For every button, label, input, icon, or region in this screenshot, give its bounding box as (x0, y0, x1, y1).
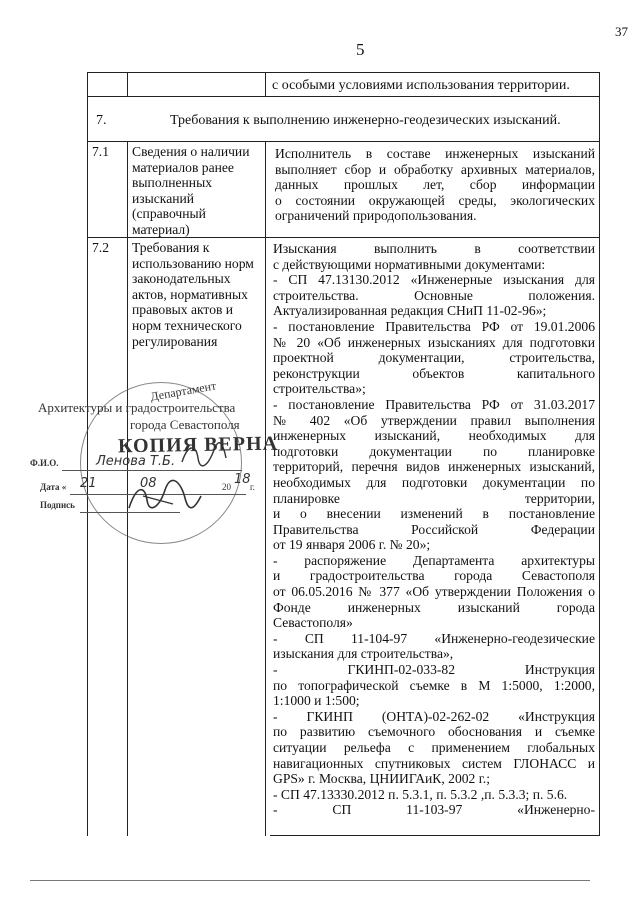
copy-verified-stamp: КОПИЯ ВЕРНА (117, 432, 279, 458)
row-72-text-line: строительства»; (273, 381, 366, 397)
row-72-label-line: норм технического (132, 317, 242, 333)
row-72-text-line: - распоряжение Департамента архитектуры (273, 552, 595, 568)
fio-label: Ф.И.О. (30, 458, 59, 468)
row-72-text-line: - постановление Правительства РФ от 31.03.2017 (273, 396, 595, 412)
row-72-text-line: территорий, перечня видов инженерных изысканий, (273, 459, 595, 475)
row-71-top-border (87, 141, 599, 142)
signature-label: Подпись (40, 500, 75, 510)
row-72-label-line: актов, нормативных (132, 286, 248, 302)
row-72-text-line: изыскания для строительства», (273, 646, 454, 662)
row-72-text-line: реконструкции объектов капитального (273, 365, 595, 381)
signature-scribble (125, 478, 205, 518)
row-72-text-line: проектной документации, строительства, (273, 350, 595, 366)
row-72-text-line: 1:1000 и 1:500; (273, 693, 360, 709)
table-bottom-border-right (270, 835, 599, 836)
row-72-text-line: от 06.05.2016 № 377 «Об утверждении Положения о (273, 584, 595, 600)
row-71-text-line: о состоянии окружающей среды, экологических (275, 192, 595, 208)
row-72-label (132, 240, 264, 349)
fio-value: Ленова Т.Б. (96, 454, 176, 469)
row-72-text-line: инженерных изысканий, необходимых для (273, 428, 595, 444)
row-72-text-line: Фонде инженерных изысканий города (273, 599, 595, 615)
table-top-border (87, 72, 599, 73)
row-72-text-line: № 20 «Об инженерных изысканиях для подготовки (273, 334, 595, 350)
row-71-text (275, 146, 595, 224)
date-suffix: г. (250, 482, 255, 492)
row-72-text-line: - СП 11-104-97 «Инженерно-геодезические (273, 630, 595, 646)
row-71-label-line: материал) (132, 221, 190, 237)
row-72-text-line: по развитию съемочного обоснования и съемке (273, 724, 595, 740)
row-72-text-line: № 402 «Об утверждении правил выполнения (273, 412, 595, 428)
fio-underline (62, 470, 242, 471)
row-72-number: 7.2 (92, 240, 109, 255)
row-72-label-line: использованию норм (132, 255, 254, 271)
row-72-label-line: правовых актов и (132, 302, 234, 318)
row-7-title: Требования к выполнению инженерно-геодезических изысканий. (170, 113, 561, 128)
row-72-text-line: ситуации рельефа с применением глобальных (273, 740, 595, 755)
date-year: 18 (234, 472, 251, 487)
row-71-label-line: изысканий (132, 190, 195, 206)
row-71-label-line: Сведения о наличии (132, 144, 250, 159)
row-72-label-line: Требования к (132, 240, 210, 255)
row-72-text-line: Актуализированная редакция СНиП 11-02-96»; (273, 303, 547, 319)
row-71-text-line: ограничений природопользования. (275, 208, 477, 224)
row-72-text-line: GPS» г. Москва, ЦНИИГАиК, 2002 г.; (273, 771, 490, 787)
row-72-text-line: - СП 47.13130.2012 «Инженерные изыскания для (273, 272, 595, 288)
row-72-text-line: и о внесении изменений в постановление (273, 506, 595, 522)
row-71-label-line: выполненных (132, 175, 213, 191)
row-72-text-line: - СП 47.13330.2012 п. 5.3.1, п. 5.3.2 ,п. 5.3.3; п. 5.6. (273, 786, 568, 802)
row-71-label (132, 144, 262, 238)
row-72-text-line: с действующими нормативными документами: (273, 256, 546, 272)
row-72-text-line: строительства. Основные положения. (273, 287, 595, 303)
row-7-number: 7. (96, 113, 107, 128)
row-71-label-line: материалов ранее (132, 159, 234, 175)
footer-rule (30, 880, 590, 881)
row-72-label-line: законодательных (132, 271, 231, 287)
row-71-number: 7.1 (92, 144, 109, 159)
row-72-text-line: Севастополя» (273, 615, 353, 631)
stamp-line-1: Департамент (149, 378, 218, 404)
page-number: 5 (356, 40, 365, 59)
row-72-text-line: и градостроительства города Севастополя (273, 568, 595, 584)
row-72-label-line: регулирования (132, 333, 218, 349)
row-71-text-line: Исполнитель в составе инженерных изысканий (275, 146, 595, 161)
row-72-text-line: - СП 11-103-97 «Инженерно- (273, 802, 595, 818)
row-72-text-line: - ГКИНП (ОНТА)-02-262-02 «Инструкция (273, 708, 595, 724)
row-71-label-line: (справочный (132, 206, 206, 222)
table-col-divider-2 (265, 72, 266, 97)
date-month: 08 (140, 476, 157, 491)
row-72-text-line: планировке территории, (273, 490, 595, 506)
stamp-line-2: Архитектуры и градостроительства (38, 400, 236, 415)
row-72-text-line: по топографической съемке в М 1:5000, 1:2000, (273, 677, 595, 693)
row-7-top-border (87, 96, 599, 97)
corner-page-number: 37 (615, 24, 628, 39)
row-72-text-line: необходимых для подготовки документации по (273, 474, 595, 490)
fio-signature-scribble (178, 440, 228, 470)
row-72-text-line: подготовки документации по планировке (273, 443, 595, 459)
row-71-text-line: данных прошлых лет, сбор информации (275, 177, 595, 193)
date-day: 21 (80, 476, 97, 491)
table-right-border (599, 72, 600, 836)
row-72-text (273, 241, 595, 818)
row-71-text-line: выполняет сбор и обработку архивных материалов, (275, 161, 595, 177)
row-72-text-line: от 19 января 2006 г. № 20»; (273, 537, 431, 553)
date-year-prefix: 20 (222, 482, 231, 492)
row-72-text-line: Правительства Российской Федерации (273, 521, 595, 537)
table-col-divider-1 (127, 72, 128, 97)
table-col-divider-2 (265, 141, 266, 836)
row-72-text-line: - ГКИНП-02-033-82 Инструкция (273, 662, 595, 678)
date-label: Дата « (40, 482, 67, 492)
stamp-line-3: города Севастополя (130, 417, 240, 432)
top-fragment-text: с особыми условиями использования территории. (272, 78, 570, 93)
row-72-text-line: - постановление Правительства РФ от 19.01.2006 (273, 318, 595, 334)
row-72-text-line: навигационных спутниковых систем ГЛОНАСС и (273, 755, 595, 771)
row-72-text-line: Изыскания выполнить в соответствии (273, 241, 595, 256)
